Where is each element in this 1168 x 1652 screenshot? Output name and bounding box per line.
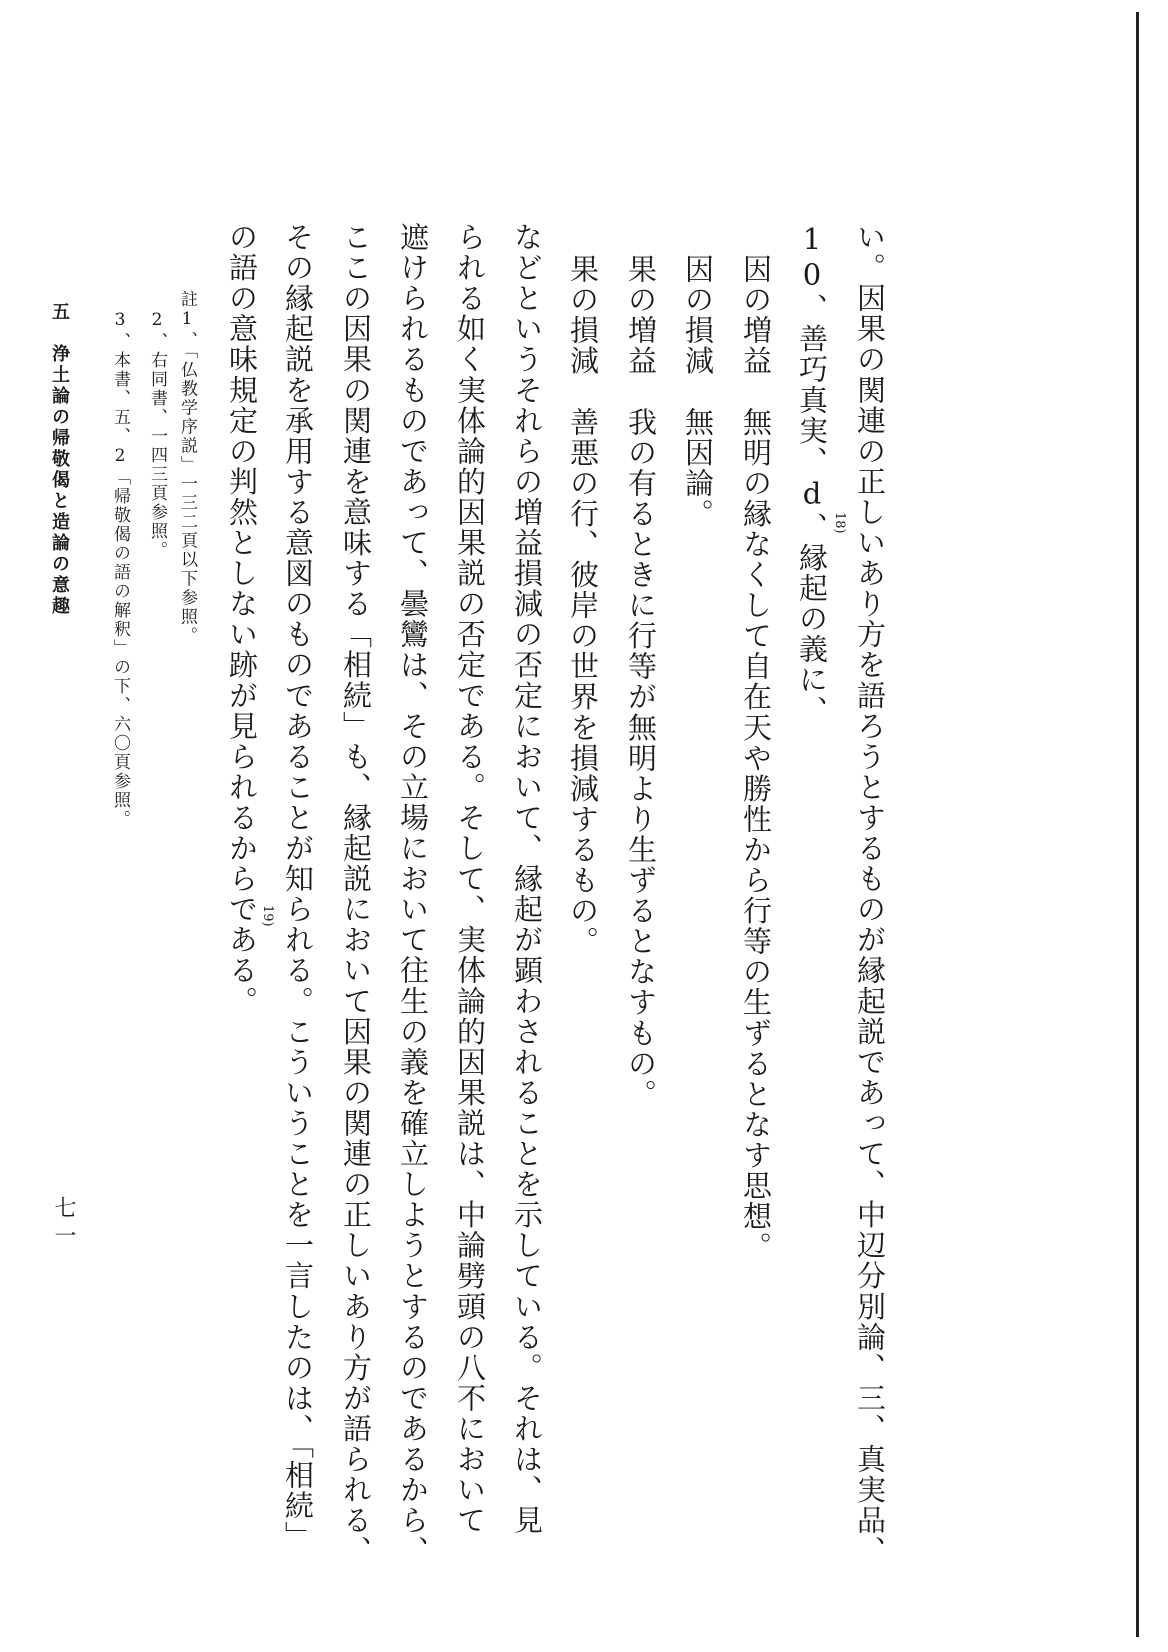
binding-edge-line: [1136, 12, 1139, 1637]
body-line-5: 果の増益 我の有るときに行等が無明より生ずるとなすもの。: [624, 254, 658, 1110]
body-line-12: の語の意味規定の判然としない跡が見られるからである。: [225, 222, 259, 1017]
body-line-2: [795, 222, 829, 726]
body-line-8: られる如く実体論的因果説の否定である。そして、実体論的因果説は、中論劈頭の八不において: [453, 222, 487, 1536]
body-line-6: 果の損減 善悪の行、彼岸の世界を損減するもの。: [566, 254, 600, 957]
body-line-4: 因の損減 無因論。: [681, 254, 715, 529]
note-3: 3、本書、五、2「帰敬偈の語の解釈」の下、六〇頁参照。: [110, 310, 130, 829]
note-1: 註1、「仏教学序説」一三二頁以下参照。: [177, 290, 197, 646]
note-2: 2、右同書、一四三頁参照。: [147, 310, 167, 560]
body-line-11: その縁起説を承用する意図のものであることが知られる。こういうことを一言したのは、「相続」: [281, 222, 315, 1552]
body-line-10: ここの因果の関連を意味する「相続」も、縁起説において因果の関連の正しいあり方が語られる、: [339, 222, 373, 1567]
body-line-9: 遮けられるものであって、曇鸞は、その立場において往生の義を確立しようとするのであるから、: [396, 222, 430, 1567]
footnote-ref-19: 19): [260, 905, 275, 927]
body-line-3: 因の増益 無明の縁なくして自在天や勝性から行等の生ずるとなす思想。: [739, 254, 773, 1263]
footnote-ref-18: 18): [832, 512, 847, 534]
body-line-2-text: 10、善巧真実、d、縁起の義に、: [795, 222, 829, 726]
running-head: 五 浄土論の帰敬偈と造論の意趣: [49, 302, 70, 617]
body-line-7: などというそれらの増益損減の否定において、縁起が顕わされることを示している。それは、見: [510, 222, 544, 1536]
body-line-1: い。因果の関連の正しいあり方を語ろうとするものが縁起説であって、中辺分別論、三、真実品、: [853, 222, 887, 1567]
page-number: 七一: [51, 1196, 76, 1252]
